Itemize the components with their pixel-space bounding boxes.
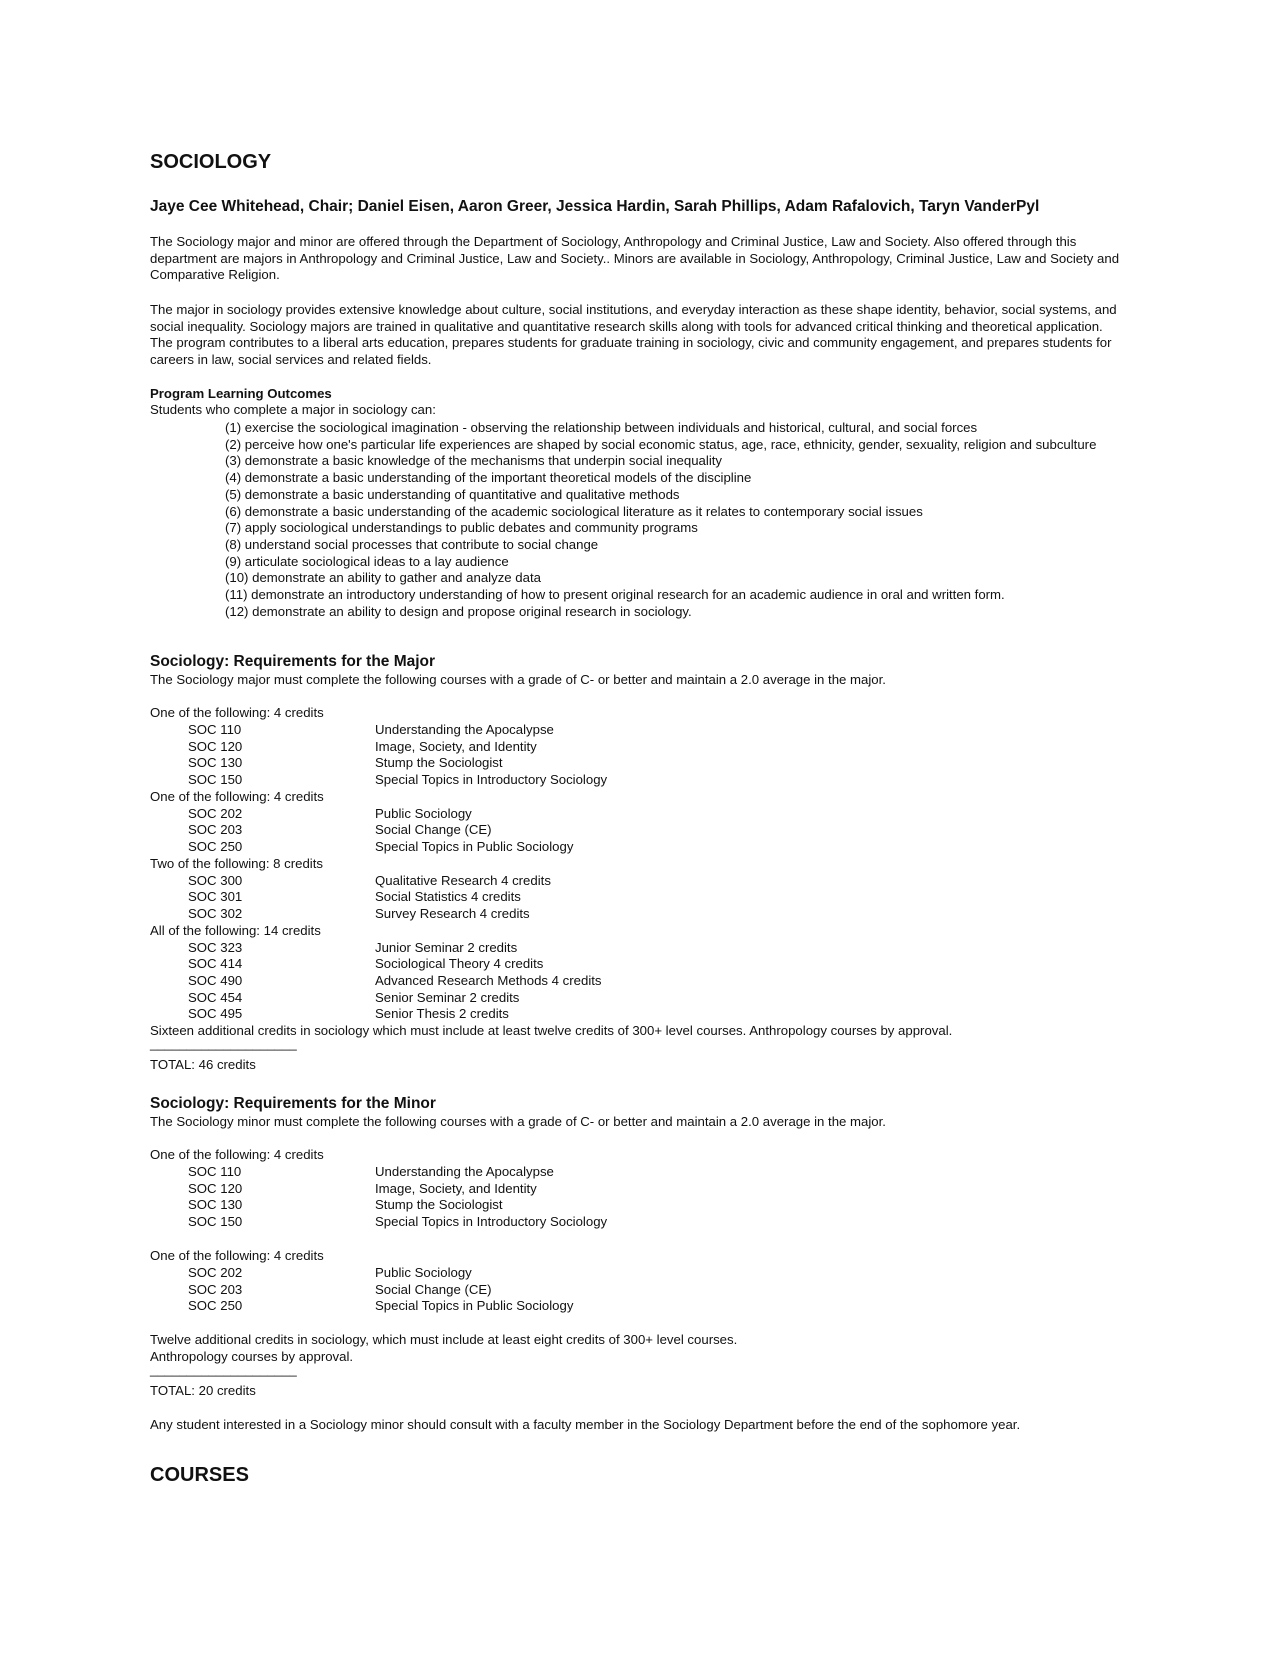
outcomes-list (225, 420, 1140, 620)
course-code: SOC 414 (188, 956, 243, 971)
course-code: SOC 202 (188, 1265, 243, 1280)
major-group-label: Two of the following: 8 credits (150, 856, 323, 871)
list-item: (7) apply sociological understandings to public debates and community programs (225, 520, 698, 536)
faculty-list: Jaye Cee Whitehead, Chair; Daniel Eisen, Aaron Greer, Jessica Hardin, Sarah Phillips, Adam Rafalovich, Taryn VanderPyl (150, 198, 1040, 215)
outcomes-intro: Students who complete a major in sociology can: (150, 402, 436, 417)
course-title: Stump the Sociologist (375, 755, 503, 770)
course-code: SOC 120 (188, 1181, 243, 1196)
course-title: Social Statistics 4 credits (375, 889, 521, 904)
course-code: SOC 323 (188, 940, 243, 955)
course-title: Qualitative Research 4 credits (375, 873, 551, 888)
course-title: Special Topics in Public Sociology (375, 839, 574, 854)
major-group-label: One of the following: 4 credits (150, 705, 324, 720)
major-additional: Sixteen additional credits in sociology which must include at least twelve credits of 300+ level courses. Anthropology courses by approval. (150, 1023, 953, 1038)
course-title: Junior Seminar 2 credits (375, 940, 518, 955)
course-title: Advanced Research Methods 4 credits (375, 973, 602, 988)
course-code: SOC 110 (188, 1164, 242, 1179)
course-title: Public Sociology (375, 806, 472, 821)
minor-total: TOTAL: 20 credits (150, 1383, 256, 1398)
list-item: (3) demonstrate a basic knowledge of the mechanisms that underpin social inequality (225, 453, 723, 469)
course-title: Understanding the Apocalypse (375, 722, 554, 737)
list-item: (4) demonstrate a basic understanding of the important theoretical models of the discipline (225, 470, 752, 486)
list-item: (10) demonstrate an ability to gather and analyze data (225, 570, 541, 586)
course-code: SOC 454 (188, 990, 243, 1005)
course-title: Sociological Theory 4 credits (375, 956, 544, 971)
course-code: SOC 130 (188, 1197, 243, 1212)
course-code: SOC 495 (188, 1006, 243, 1021)
course-code: SOC 302 (188, 906, 243, 921)
course-code: SOC 490 (188, 973, 243, 988)
outcomes-heading: Program Learning Outcomes (150, 386, 332, 401)
list-item: (11) demonstrate an introductory understanding of how to present original research for an academic audience in oral and written form. (225, 587, 1005, 603)
intro-paragraph-2: The major in sociology provides extensive knowledge about culture, social institutions, and everyday interaction as these shape identity, behavior, social systems, and social inequality. Sociology majors are trained in qualitative and quantitative research skills along with tools for advanced critical thinking and theoretical application. The program contributes to a liberal arts education, prepares students for graduate training in sociology, civic and community engagement, and prepares students for careers in law, social services and related fields. (150, 302, 1117, 368)
major-intro: The Sociology major must complete the following courses with a grade of C- or better and maintain a 2.0 average in the major. (150, 672, 886, 687)
course-code: SOC 110 (188, 722, 242, 737)
major-total: TOTAL: 46 credits (150, 1057, 256, 1072)
course-code: SOC 150 (188, 772, 243, 787)
minor-group-label: One of the following: 4 credits (150, 1248, 324, 1263)
courses-heading: COURSES (150, 1464, 249, 1486)
course-title: Special Topics in Public Sociology (375, 1298, 574, 1313)
course-title: Social Change (CE) (375, 1282, 492, 1297)
course-title: Special Topics in Introductory Sociology (375, 772, 608, 787)
list-item: (12) demonstrate an ability to design and propose original research in sociology. (225, 603, 692, 619)
course-title: Image, Society, and Identity (375, 1181, 537, 1196)
course-code: SOC 202 (188, 806, 243, 821)
major-heading: Sociology: Requirements for the Major (150, 653, 436, 670)
list-item: (5) demonstrate a basic understanding of quantitative and qualitative methods (225, 486, 680, 502)
minor-heading: Sociology: Requirements for the Minor (150, 1095, 436, 1112)
minor-additional: Anthropology courses by approval. (150, 1349, 354, 1364)
course-code: SOC 203 (188, 1282, 243, 1297)
major-rule: ____________________ (150, 1036, 297, 1051)
course-title: Image, Society, and Identity (375, 739, 537, 754)
course-title: Survey Research 4 credits (375, 906, 530, 921)
list-item: (8) understand social processes that contribute to social change (225, 536, 599, 552)
course-code: SOC 301 (188, 889, 243, 904)
minor-rule: ____________________ (150, 1362, 297, 1377)
list-item: (6) demonstrate a basic understanding of the academic sociological literature as it relates to contemporary social issues (225, 503, 923, 519)
course-code: SOC 250 (188, 1298, 243, 1313)
course-title: Senior Seminar 2 credits (375, 990, 520, 1005)
intro-paragraph-1: The Sociology major and minor are offered through the Department of Sociology, Anthropology and Criminal Justice, Law and Society. Also offered through this department are majors in Anthropology and Criminal Justice, Law and Society.. Minors are available in Sociology, Anthropology, Criminal Justice, Law and Society and Comparative Religion. (150, 234, 1120, 283)
major-group-label: All of the following: 14 credits (150, 923, 321, 938)
minor-group-label: One of the following: 4 credits (150, 1147, 324, 1162)
minor-note: Any student interested in a Sociology minor should consult with a faculty member in the Sociology Department before the end of the sophomore year. (150, 1417, 1021, 1432)
list-item: (2) perceive how one's particular life experiences are shaped by social economic status, age, race, ethnicity, gender, sexuality, religion and subculture (225, 436, 1097, 452)
course-code: SOC 150 (188, 1214, 243, 1229)
course-title: Social Change (CE) (375, 822, 492, 837)
course-title: Senior Thesis 2 credits (375, 1006, 509, 1021)
course-title: Special Topics in Introductory Sociology (375, 1214, 608, 1229)
course-title: Understanding the Apocalypse (375, 1164, 554, 1179)
list-item: (9) articulate sociological ideas to a lay audience (225, 553, 509, 569)
course-code: SOC 203 (188, 822, 243, 837)
course-code: SOC 300 (188, 873, 243, 888)
list-item: (1) exercise the sociological imagination - observing the relationship between individuals and historical, cultural, and social forces (225, 420, 978, 435)
course-title: Public Sociology (375, 1265, 472, 1280)
course-title: Stump the Sociologist (375, 1197, 503, 1212)
course-code: SOC 250 (188, 839, 243, 854)
minor-intro: The Sociology minor must complete the following courses with a grade of C- or better and maintain a 2.0 average in the major. (150, 1114, 886, 1129)
minor-additional: Twelve additional credits in sociology, which must include at least eight credits of 300+ level courses. (150, 1332, 738, 1347)
course-code: SOC 130 (188, 755, 243, 770)
major-group-label: One of the following: 4 credits (150, 789, 324, 804)
course-code: SOC 120 (188, 739, 243, 754)
page-title: SOCIOLOGY (150, 151, 272, 173)
